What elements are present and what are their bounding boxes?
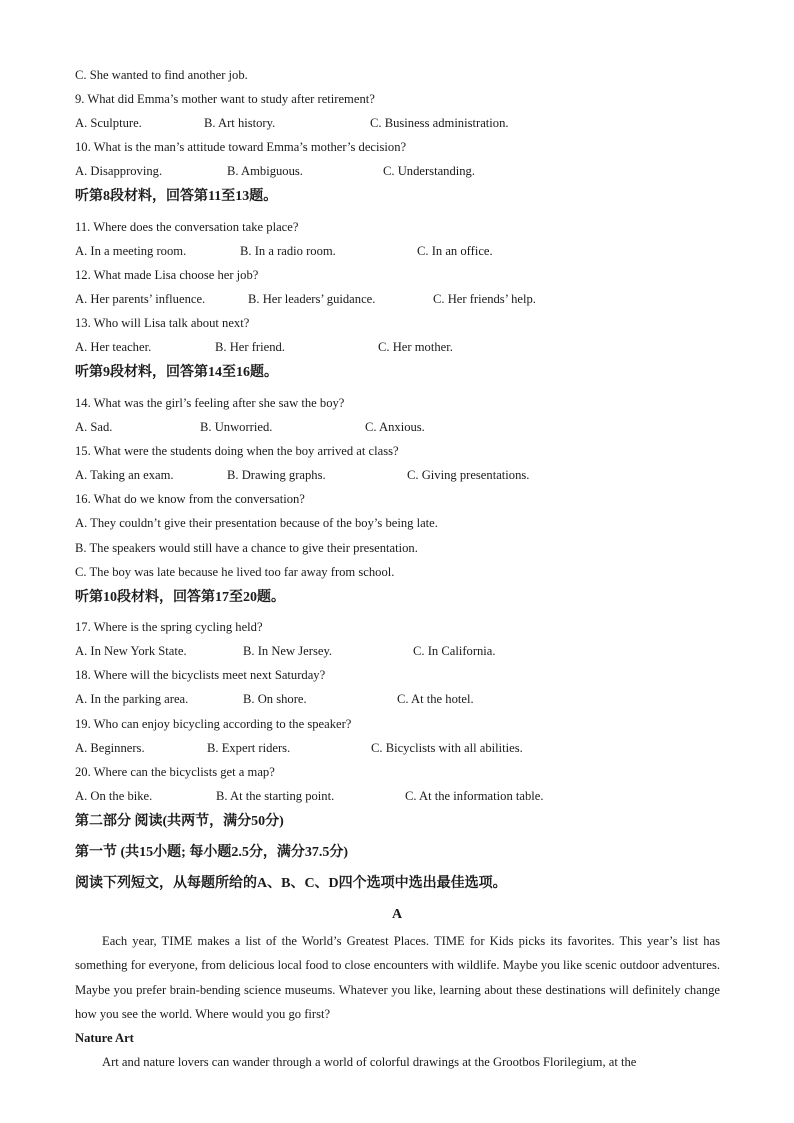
question-text: 9. What did Emma’s mother want to study after retirement?: [75, 92, 375, 106]
answer-option: C. Her mother.: [378, 340, 453, 354]
answer-option: C. In California.: [413, 644, 496, 658]
question-text: 19. Who can enjoy bicycling according to the speaker?: [75, 717, 352, 731]
answer-option: C. Anxious.: [365, 420, 425, 434]
question-text: B. The speakers would still have a chance to give their presentation.: [75, 541, 418, 555]
passage-paragraph: Each year, TIME makes a list of the World’s Greatest Places. TIME for Kids picks its favorites. This year’s list has something for everyone, from delicious local food to close encounters with wildlife. Maybe you like scenic outdoor adventures. Maybe you prefer brain-bending science museums. Whatever you like, learning about these destinations will definitely change how you see the world. Where would you go first?: [75, 934, 720, 1021]
answer-option: B. Ambiguous.: [227, 164, 303, 178]
question-text: 14. What was the girl’s feeling after she saw the boy?: [75, 396, 345, 410]
answer-option: A. In a meeting room.: [75, 244, 187, 258]
answer-option: A. On the bike.: [75, 789, 153, 803]
answer-option: B. Her leaders’ guidance.: [248, 292, 376, 306]
section-heading: 听第8段材料，回答第11至13题。: [75, 189, 278, 204]
answer-option: A. Her teacher.: [75, 340, 152, 354]
answer-option: C. Her friends’ help.: [433, 292, 536, 306]
answer-option: A. Her parents’ influence.: [75, 292, 206, 306]
question-text: 15. What were the students doing when the boy arrived at class?: [75, 444, 399, 458]
question-text: A. They couldn’t give their presentation because of the boy’s being late.: [75, 516, 438, 530]
answer-option: C. In an office.: [417, 244, 493, 258]
answer-option: A. Disapproving.: [75, 164, 163, 178]
section-heading: 阅读下列短文，从每题所给的A、B、C、D四个选项中选出最佳选项。: [75, 876, 507, 891]
answer-option: B. In a radio room.: [240, 244, 336, 258]
question-text: 10. What is the man’s attitude toward Emma’s mother’s decision?: [75, 140, 407, 154]
question-text: 12. What made Lisa choose her job?: [75, 268, 259, 282]
answer-option: C. Business administration.: [370, 116, 509, 130]
section-heading: 听第10段材料，回答第17至20题。: [75, 590, 285, 605]
passage-paragraph-2: Art and nature lovers can wander through a world of colorful drawings at the Grootbos Florilegium, at the: [102, 1055, 637, 1069]
answer-option: A. Sad.: [75, 420, 113, 434]
question-text: 20. Where can the bicyclists get a map?: [75, 765, 275, 779]
section-heading: 听第9段材料，回答第14至16题。: [75, 365, 278, 380]
answer-option: B. Unworried.: [200, 420, 273, 434]
section-heading: 第一节 (共15小题; 每小题2.5分，满分37.5分): [75, 845, 348, 860]
question-text: 18. Where will the bicyclists meet next Saturday?: [75, 668, 326, 682]
answer-option: C. Bicyclists with all abilities.: [371, 741, 523, 755]
answer-option: B. Expert riders.: [207, 741, 291, 755]
answer-option: A. Beginners.: [75, 741, 145, 755]
answer-option: C. At the hotel.: [397, 692, 474, 706]
passage-subheading: Nature Art: [75, 1031, 134, 1045]
answer-option: B. Her friend.: [215, 340, 285, 354]
answer-option: B. In New Jersey.: [243, 644, 333, 658]
question-text: 16. What do we know from the conversation?: [75, 492, 305, 506]
question-text: 11. Where does the conversation take place?: [75, 220, 299, 234]
question-text: C. The boy was late because he lived too far away from school.: [75, 565, 395, 579]
answer-option: B. At the starting point.: [216, 789, 335, 803]
answer-option: A. Sculpture.: [75, 116, 142, 130]
answer-option: C. Understanding.: [383, 164, 475, 178]
question-text: 13. Who will Lisa talk about next?: [75, 316, 250, 330]
answer-option: C. Giving presentations.: [407, 468, 530, 482]
answer-option: A. In New York State.: [75, 644, 187, 658]
question-text: 17. Where is the spring cycling held?: [75, 620, 263, 634]
answer-option: B. Art history.: [204, 116, 276, 130]
answer-option: C. At the information table.: [405, 789, 544, 803]
answer-option: A. Taking an exam.: [75, 468, 174, 482]
passage-letter: A: [391, 907, 403, 922]
answer-option: B. Drawing graphs.: [227, 468, 326, 482]
answer-option: A. In the parking area.: [75, 692, 189, 706]
question-text: C. She wanted to find another job.: [75, 68, 248, 82]
answer-option: B. On shore.: [243, 692, 307, 706]
section-heading: 第二部分 阅读(共两节，满分50分): [75, 814, 284, 829]
